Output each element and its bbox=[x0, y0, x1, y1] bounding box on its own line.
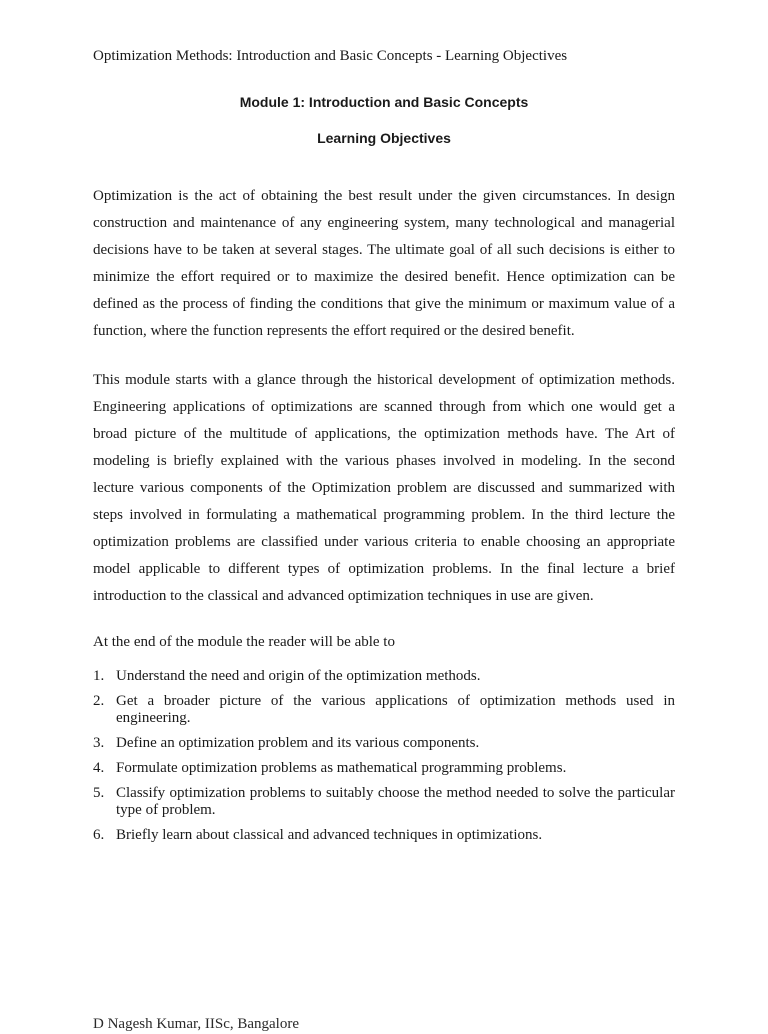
module-title: Module 1: Introduction and Basic Concepts bbox=[239, 94, 529, 110]
objective-text: Define an optimization problem and its various components. bbox=[116, 735, 480, 751]
running-header: Optimization Methods: Introduction and Basic Concepts - Learning Objectives bbox=[93, 48, 568, 64]
objectives-intro: At the end of the module the reader will be able to bbox=[93, 634, 395, 650]
objective-number: 3. bbox=[93, 735, 105, 751]
objective-text: Classify optimization problems to suitably choose the method needed to solve the particular type of problem. bbox=[116, 785, 675, 818]
objective-item bbox=[93, 735, 675, 752]
objective-item bbox=[93, 827, 675, 844]
objective-number: 6. bbox=[93, 827, 105, 843]
objective-item bbox=[93, 760, 675, 777]
paragraph-definition: Optimization is the act of obtaining the best result under the given circumstances. In design construction and maintenance of any engineering system, many technological and managerial decisions have to be taken at several stages. The ultimate goal of all such decisions is either to minimize the effort required or to maximize the desired benefit. Hence optimization can be defined as the process of finding the conditions that give the minimum or maximum value of a function, where the function represents the effort required or the desired benefit. bbox=[93, 188, 675, 339]
objective-text: Formulate optimization problems as mathematical programming problems. bbox=[116, 760, 567, 776]
footer-author: D Nagesh Kumar, IISc, Bangalore bbox=[93, 1016, 300, 1032]
objective-text: Get a broader picture of the various applications of optimization methods used in engineering. bbox=[116, 693, 675, 726]
objective-number: 5. bbox=[93, 785, 105, 801]
objective-text: Understand the need and origin of the optimization methods. bbox=[116, 668, 481, 684]
section-title: Learning Objectives bbox=[317, 130, 451, 146]
paragraph-module-overview: This module starts with a glance through the historical development of optimization methods. Engineering applications of optimizations are scanned through from which one would get a broad picture of the multitude of applications, the optimization methods have. The Art of modeling is briefly explained with the various phases involved in modeling. In the second lecture various components of the Optimization problem are discussed and summarized with steps involved in formulating a mathematical programming problem. In the third lecture the optimization problems are classified under various criteria to enable choosing an appropriate model applicable to different types of optimization problems. In the final lecture a brief introduction to the classical and advanced optimization techniques in use are given. bbox=[93, 372, 675, 604]
objective-number: 1. bbox=[93, 668, 105, 684]
objective-number: 2. bbox=[93, 693, 105, 709]
objective-number: 4. bbox=[93, 760, 105, 776]
objective-item bbox=[93, 693, 675, 727]
objective-text: Briefly learn about classical and advanced techniques in optimizations. bbox=[116, 827, 543, 843]
objective-item bbox=[93, 785, 675, 819]
objective-item bbox=[93, 668, 675, 685]
objectives-list bbox=[93, 668, 675, 852]
